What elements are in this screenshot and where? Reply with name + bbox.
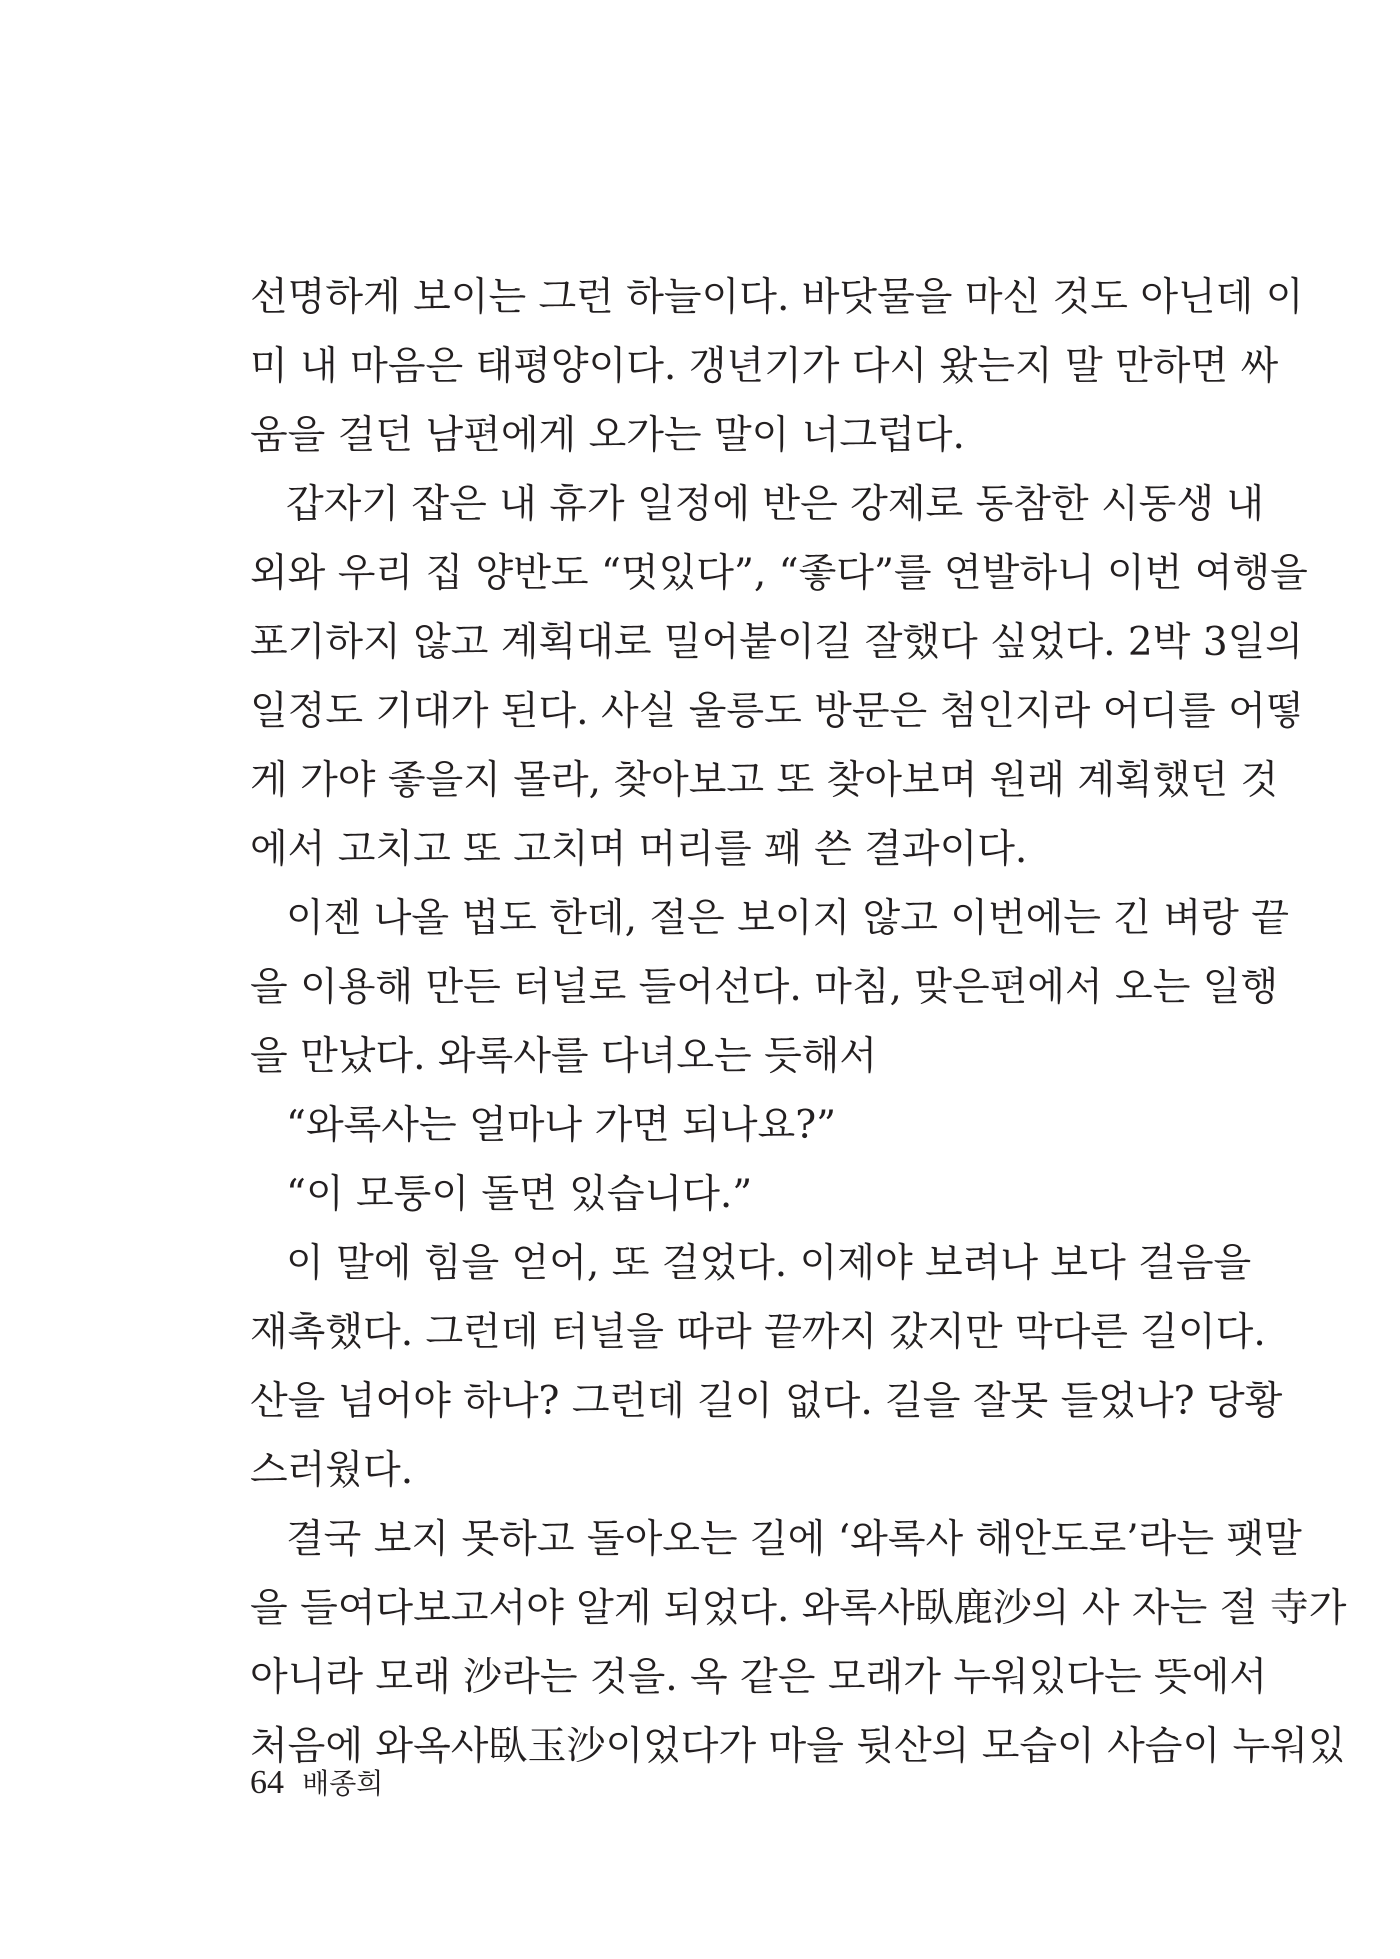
text-line: 일정도 기대가 된다. 사실 울릉도 방문은 첨인지라 어디를 어떻 (250, 689, 1304, 734)
text-line: 재촉했다. 그런데 터널을 따라 끝까지 갔지만 막다른 길이다. (250, 1310, 1266, 1355)
body-text (250, 263, 1347, 1781)
text-line: 갑자기 잡은 내 휴가 일정에 반은 강제로 동참한 시동생 내 (286, 482, 1265, 527)
text-line: 움을 걸던 남편에게 오가는 말이 너그럽다. (250, 413, 965, 458)
author-name: 배종희 (302, 1767, 384, 1800)
text-line: 게 가야 좋을지 몰라, 찾아보고 또 찾아보며 원래 계획했던 것 (250, 758, 1279, 803)
text-line: 을 만났다. 와록사를 다녀오는 듯해서 (250, 1034, 878, 1079)
text-line: 에서 고치고 또 고치며 머리를 꽤 쓴 결과이다. (250, 827, 1028, 872)
text-line: 결국 보지 못하고 돌아오는 길에 ‘와록사 해안도로’라는 팻말 (286, 1517, 1302, 1562)
text-line: 미 내 마음은 태평양이다. 갱년기가 다시 왔는지 말 만하면 싸 (250, 344, 1279, 389)
text-line: 스러웠다. (250, 1448, 414, 1493)
text-line: 을 들여다보고서야 알게 되었다. 와록사臥鹿沙의 사 자는 절 寺가 (250, 1586, 1347, 1631)
text-line: 이젠 나올 법도 한데, 절은 보이지 않고 이번에는 긴 벼랑 끝 (286, 896, 1289, 941)
text-line: “이 모퉁이 돌면 있습니다.” (286, 1172, 753, 1217)
text-line: 처음에 와옥사臥玉沙이었다가 마을 뒷산의 모습이 사슴이 누워있 (250, 1724, 1346, 1769)
text-line: 포기하지 않고 계획대로 밀어붙이길 잘했다 싶었다. 2박 3일의 (250, 620, 1303, 665)
text-line: 을 이용해 만든 터널로 들어선다. 마침, 맞은편에서 오는 일행 (250, 965, 1279, 1010)
page-footer (250, 1762, 383, 1802)
text-line: 선명하게 보이는 그런 하늘이다. 바닷물을 마신 것도 아닌데 이 (250, 275, 1304, 320)
text-line: 산을 넘어야 하나? 그런데 길이 없다. 길을 잘못 들었나? 당황 (250, 1379, 1283, 1424)
text-line: 아니라 모래 沙라는 것을. 옥 같은 모래가 누워있다는 뜻에서 (250, 1655, 1268, 1700)
text-line: “와록사는 얼마나 가면 되나요?” (286, 1103, 837, 1148)
text-line: 외와 우리 집 양반도 “멋있다”, “좋다”를 연발하니 이번 여행을 (250, 551, 1308, 596)
text-line: 이 말에 힘을 얻어, 또 걸었다. 이제야 보려나 보다 걸음을 (286, 1241, 1252, 1286)
page-number: 64 (250, 1764, 284, 1801)
